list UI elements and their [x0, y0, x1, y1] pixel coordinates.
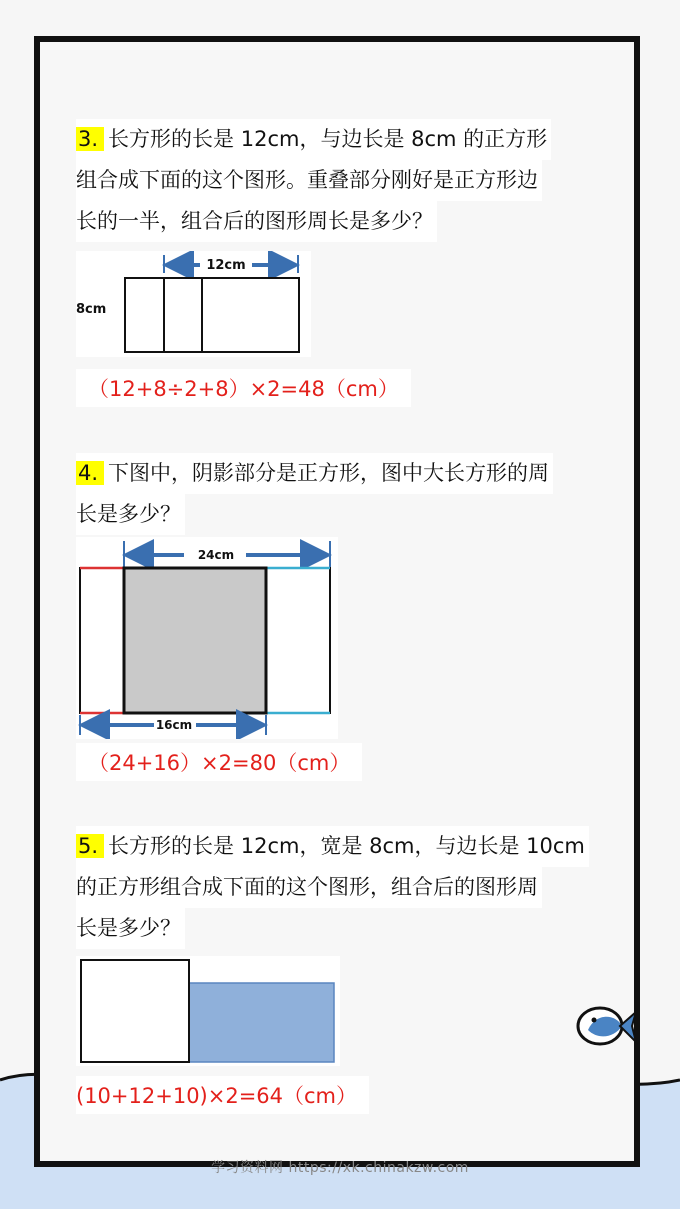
- fig-top-label: 12cm: [206, 258, 246, 273]
- white-square: [81, 960, 189, 1062]
- watermark: 学习资料网 https://xk.chinakzw.com: [211, 1160, 469, 1176]
- question-text-line: 组合成下面的这个图形。重叠部分刚好是正方形边: [76, 160, 542, 201]
- answer-q5: (10+12+10)×2=64（cm）: [76, 1076, 369, 1114]
- answer-q4: （24+16）×2=80（cm）: [76, 743, 362, 781]
- question-5: [76, 826, 606, 949]
- fig-bottom-label: 16cm: [155, 718, 193, 732]
- answer-q3: （12+8÷2+8）×2=48（cm）: [76, 369, 411, 407]
- question-text-line: 长是多少？: [76, 494, 185, 535]
- question-number: 4.: [76, 461, 104, 485]
- figure-q5: [76, 956, 340, 1066]
- figure-q4: [76, 537, 338, 739]
- question-text-line: 长的一半，组合后的图形周长是多少？: [76, 201, 437, 242]
- fig-top-label: 24cm: [197, 548, 235, 562]
- blue-rectangle: [189, 983, 334, 1062]
- fig-left-label: 8cm: [76, 302, 107, 317]
- question-text-line: 长是多少？: [76, 908, 185, 949]
- shaded-square: [124, 568, 266, 713]
- question-text-line: 长方形的长是 12cm，宽是 8cm，与边长是 10cm: [108, 834, 585, 858]
- question-text-line: 下图中，阴影部分是正方形，图中大长方形的周: [108, 461, 550, 485]
- question-text-line: 的正方形组合成下面的这个图形，组合后的图形周: [76, 867, 542, 908]
- question-number: 3.: [76, 127, 104, 151]
- fish-icon: [574, 1000, 640, 1054]
- question-text-line: 长方形的长是 12cm，与边长是 8cm 的正方形: [108, 127, 548, 151]
- question-number: 5.: [76, 834, 104, 858]
- question-4: [76, 453, 606, 535]
- question-3: [76, 119, 606, 242]
- figure-q3: [76, 251, 311, 357]
- composite-shape: [125, 278, 299, 352]
